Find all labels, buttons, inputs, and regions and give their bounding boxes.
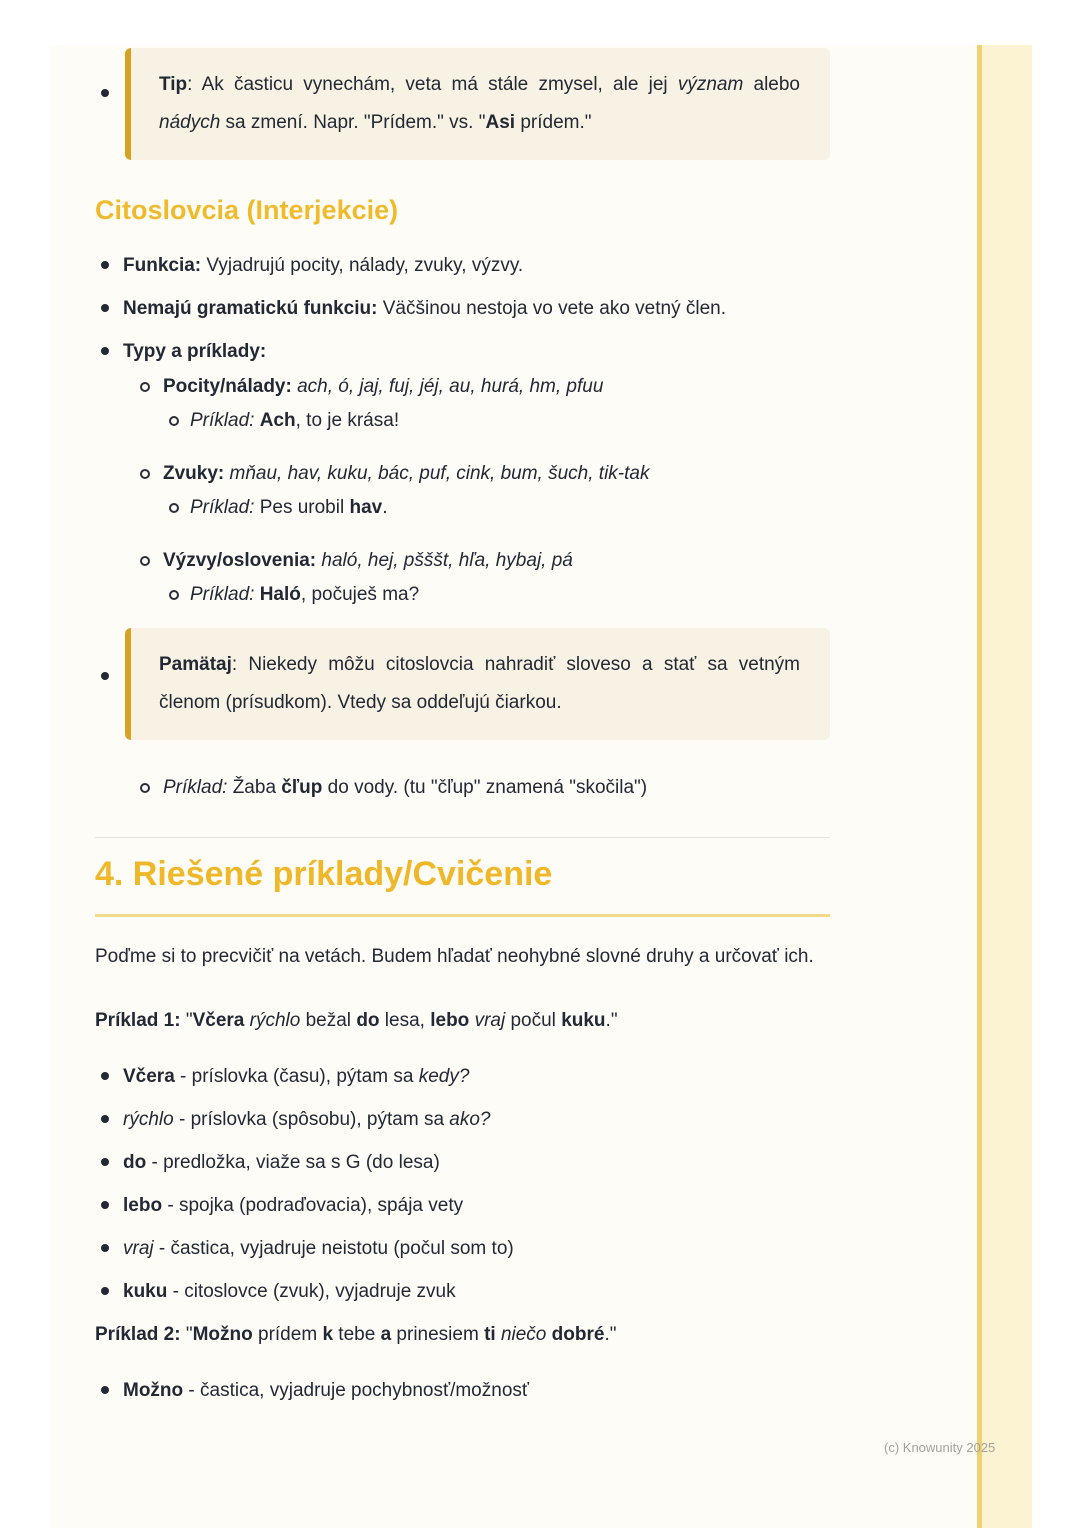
list-item-text: Príklad: Žaba čľup do vody. (tu "čľup" znamená "skočila") [163, 777, 648, 798]
list-item-vyzvy [95, 549, 830, 573]
priklad2-sentence: Príklad 2: "Možno prídem k tebe a prinesiem ti niečo dobré." [95, 1324, 617, 1345]
list-item-pocity-priklad [95, 409, 830, 433]
list-item [95, 1151, 830, 1175]
circle-bullet-icon [140, 783, 150, 793]
intro-paragraph: Poďme si to precvičiť na vetách. Budem hľadať neohybné slovné druhy a určovať ich. [95, 946, 814, 967]
section-heading-cvicenie: 4. Riešené príklady/Cvičenie [95, 855, 553, 893]
pamataj-callout-row [95, 628, 830, 740]
bullet-icon [101, 1244, 109, 1252]
list-item-text: Pocity/nálady: ach, ó, jaj, fuj, jéj, au, hurá, hm, pfuu [163, 376, 604, 397]
list-item-text: Typy a príklady: [123, 341, 267, 362]
list-item [95, 1280, 830, 1304]
bullet-icon [101, 1201, 109, 1209]
list-item-text: Príklad: Ach, to je krása! [190, 410, 400, 431]
bullet-icon [101, 89, 109, 97]
list-item-text: Príklad: Pes urobil hav. [190, 497, 388, 518]
list-item-text: lebo - spojka (podraďovacia), spája vety [123, 1195, 464, 1216]
list-item [95, 1108, 830, 1132]
bullet-icon [101, 1072, 109, 1080]
list-item-text: Výzvy/oslovenia: haló, hej, pšššt, hľa, hybaj, pá [163, 550, 573, 571]
list-item [95, 1065, 830, 1089]
circle-bullet-icon [169, 590, 179, 600]
list-item-pamataj-priklad [95, 776, 830, 800]
section-divider [95, 837, 830, 838]
list-item-text: Včera - príslovka (času), pýtam sa kedy? [123, 1066, 470, 1087]
list-item-zvuky-priklad [95, 496, 830, 520]
list-item-text: Možno - častica, vyjadruje pochybnosť/možnosť [123, 1380, 530, 1401]
citoslovcia-list [95, 254, 830, 607]
list-item-text: Nemajú gramatickú funkciu: Väčšinou nestoja vo vete ako vetný člen. [123, 298, 726, 319]
circle-bullet-icon [140, 556, 150, 566]
bullet-icon [101, 1115, 109, 1123]
list-item-funkcia [95, 254, 830, 278]
heading-underline [95, 914, 830, 917]
section-heading-citoslovcia: Citoslovcia (Interjekcie) [95, 195, 399, 225]
pamataj-callout [125, 628, 830, 740]
priklad1-sentence: Príklad 1: "Včera rýchlo bežal do lesa, lebo vraj počul kuku." [95, 1010, 618, 1031]
list-item [95, 1237, 830, 1261]
tip-callout [125, 48, 830, 160]
bullet-icon [101, 261, 109, 269]
circle-bullet-icon [169, 416, 179, 426]
list-item [95, 1194, 830, 1218]
right-accent-stripe [977, 45, 1032, 1528]
bullet-icon [101, 347, 109, 355]
bullet-icon [101, 1386, 109, 1394]
list-item-text: Príklad: Haló, počuješ ma? [190, 584, 420, 605]
list-item-text: kuku - citoslovce (zvuk), vyjadruje zvuk [123, 1281, 456, 1302]
document-page [50, 45, 1032, 1528]
bullet-icon [101, 1158, 109, 1166]
page-content [95, 45, 830, 1422]
bullet-icon [101, 1287, 109, 1295]
copyright-watermark: (c) Knowunity 2025 [884, 1440, 996, 1455]
list-item-text: Funkcia: Vyjadrujú pocity, nálady, zvuky, výzvy. [123, 255, 524, 276]
tip-text: Tip: Ak časticu vynechám, veta má stále zmysel, ale jej význam alebo nádych sa zmení. Napr. "Prídem." vs. "Asi prídem." [159, 74, 800, 133]
list-item-typy [95, 340, 830, 364]
priklad2-list [95, 1379, 830, 1403]
circle-bullet-icon [140, 382, 150, 392]
list-item-zvuky [95, 462, 830, 486]
list-item-text: rýchlo - príslovka (spôsobu), pýtam sa ako? [123, 1109, 491, 1130]
pamataj-text: Pamätaj: Niekedy môžu citoslovcia nahradiť sloveso a stať sa vetným členom (prísudkom). Vtedy sa oddeľujú čiarkou. [159, 654, 800, 713]
list-item [95, 1379, 830, 1403]
list-item-text: do - predložka, viaže sa s G (do lesa) [123, 1152, 440, 1173]
priklad1-list [95, 1065, 830, 1304]
circle-bullet-icon [140, 469, 150, 479]
bullet-icon [101, 304, 109, 312]
list-item-text: Zvuky: mňau, hav, kuku, bác, puf, cink, bum, šuch, tik-tak [163, 463, 650, 484]
list-item-pocity [95, 375, 830, 399]
circle-bullet-icon [169, 503, 179, 513]
list-item-nemaju [95, 297, 830, 321]
tip-callout-row [95, 45, 830, 160]
list-item-vyzvy-priklad [95, 583, 830, 607]
bullet-icon [101, 672, 109, 680]
list-item-text: vraj - častica, vyjadruje neistotu (počul som to) [123, 1238, 514, 1259]
